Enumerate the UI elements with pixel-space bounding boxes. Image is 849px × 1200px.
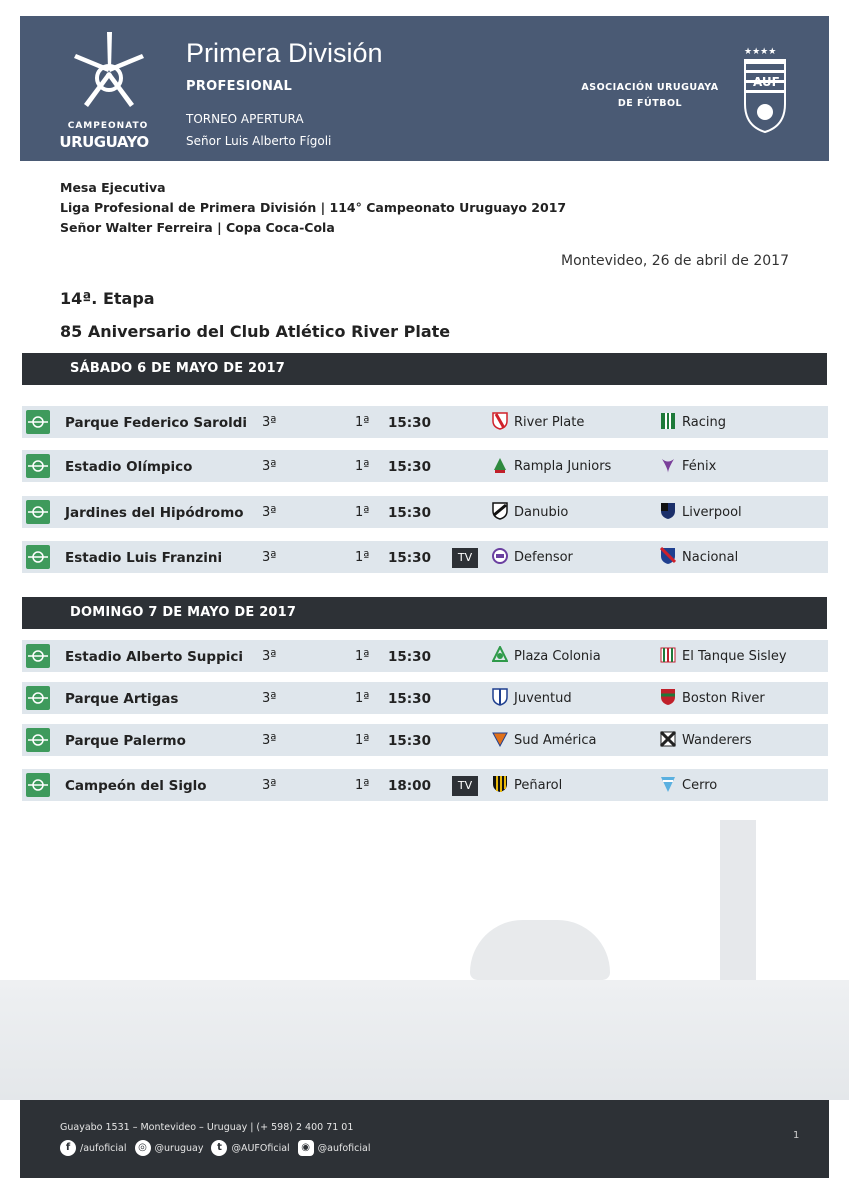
home-team-name: Juventud — [514, 691, 572, 706]
match-venue: Parque Palermo — [65, 733, 186, 749]
match-time: 15:30 — [388, 505, 431, 521]
day-header-sunday: DOMINGO 7 DE MAYO DE 2017 — [22, 597, 827, 629]
match-venue: Estadio Luis Franzini — [65, 550, 223, 566]
etapa-title: 14ª. Etapa — [60, 289, 155, 308]
page-title: Primera División — [186, 38, 383, 68]
away-team — [660, 406, 726, 440]
home-team — [492, 640, 601, 674]
penarol-badge-icon — [492, 775, 508, 793]
river-plate-badge-icon — [492, 412, 508, 430]
away-team-name: Liverpool — [682, 505, 742, 520]
away-team-name: Wanderers — [682, 733, 752, 748]
field-icon — [26, 410, 50, 434]
day-header-saturday: SÁBADO 6 DE MAYO DE 2017 — [22, 353, 827, 385]
instagram-alt-icon: ◎ — [135, 1140, 151, 1156]
match-division-3: 3ª — [262, 550, 277, 565]
match-division-1: 1ª — [355, 778, 370, 793]
home-team — [492, 406, 584, 440]
logo-line2: URUGUAYO — [59, 133, 149, 151]
intro-line2: Liga Profesional de Primera División | 114° Campeonato Uruguayo 2017 — [60, 200, 567, 215]
away-team — [660, 724, 752, 758]
home-team — [492, 450, 611, 484]
away-team — [660, 682, 765, 716]
page-number: 1 — [793, 1130, 800, 1141]
match-division-3: 3ª — [262, 459, 277, 474]
field-icon — [26, 644, 50, 668]
torneo-name: TORNEO APERTURA — [186, 112, 304, 126]
home-team — [492, 496, 568, 530]
auf-name-line1: ASOCIACIÓN URUGUAYA — [581, 82, 719, 93]
facebook-handle: /aufoficial — [80, 1142, 127, 1154]
match-time: 18:00 — [388, 778, 431, 794]
match-time: 15:30 — [388, 691, 431, 707]
away-team — [660, 769, 717, 803]
away-team-name: El Tanque Sisley — [682, 649, 787, 664]
field-icon — [26, 500, 50, 524]
field-icon — [26, 728, 50, 752]
footer-address: Guayabo 1531 – Montevideo – Uruguay | (+ 598) 2 400 71 01 — [60, 1122, 354, 1133]
auf-crest-text: AUF — [753, 75, 780, 89]
match-division-3: 3ª — [262, 778, 277, 793]
match-division-1: 1ª — [355, 733, 370, 748]
star-logo-icon — [74, 32, 144, 112]
match-division-1: 1ª — [355, 691, 370, 706]
match-division-3: 3ª — [262, 691, 277, 706]
liverpool-badge-icon — [660, 502, 676, 520]
away-team-name: Fénix — [682, 459, 717, 474]
home-team-name: Defensor — [514, 550, 573, 565]
match-row — [22, 769, 828, 801]
campeonato-uruguayo-logo — [54, 32, 154, 152]
instagram-icon: ◉ — [298, 1140, 314, 1156]
intro-line1: Mesa Ejecutiva — [60, 180, 166, 195]
match-time: 15:30 — [388, 733, 431, 749]
facebook-link[interactable] — [60, 1140, 127, 1156]
home-team-name: Sud América — [514, 733, 597, 748]
danubio-badge-icon — [492, 502, 508, 520]
wanderers-badge-icon — [660, 730, 676, 748]
boston-river-badge-icon — [660, 688, 676, 706]
page-subtitle: PROFESIONAL — [186, 79, 293, 94]
auf-crest-icon — [740, 44, 790, 134]
home-team-name: Plaza Colonia — [514, 649, 601, 664]
home-team-name: Peñarol — [514, 778, 563, 793]
nacional-badge-icon — [660, 547, 676, 565]
match-row — [22, 682, 828, 714]
svg-text:★★★★: ★★★★ — [744, 47, 777, 57]
match-venue: Campeón del Siglo — [65, 778, 207, 794]
home-team-name: Rampla Juniors — [514, 459, 612, 474]
date-place: Montevideo, 26 de abril de 2017 — [560, 253, 789, 269]
facebook-icon: f — [60, 1140, 76, 1156]
match-division-1: 1ª — [355, 505, 370, 520]
away-team-name: Boston River — [682, 691, 765, 706]
footer-social — [60, 1140, 370, 1156]
match-row — [22, 541, 828, 573]
match-division-3: 3ª — [262, 649, 277, 664]
match-division-1: 1ª — [355, 550, 370, 565]
match-division-3: 3ª — [262, 733, 277, 748]
fenix-badge-icon — [660, 456, 676, 474]
match-row — [22, 640, 828, 672]
field-icon — [26, 686, 50, 710]
match-time: 15:30 — [388, 415, 431, 431]
away-team — [660, 541, 738, 575]
home-team — [492, 769, 562, 803]
home-team-name: Danubio — [514, 505, 569, 520]
social-link-uruguay[interactable] — [135, 1140, 204, 1156]
instagram-handle: @aufoficial — [317, 1142, 371, 1154]
logo-line1: CAMPEONATO — [67, 121, 149, 131]
away-team-name: Racing — [682, 415, 726, 430]
trophy-name: Señor Luis Alberto Fígoli — [186, 134, 332, 148]
tree-silhouette — [470, 920, 610, 980]
match-division-1: 1ª — [355, 459, 370, 474]
page-footer — [20, 1100, 829, 1178]
match-venue: Parque Federico Saroldi — [65, 415, 248, 431]
match-row — [22, 496, 828, 528]
home-team — [492, 724, 597, 758]
el-tanque-sisley-badge-icon — [660, 646, 676, 664]
twitter-link[interactable] — [211, 1140, 289, 1156]
match-division-3: 3ª — [262, 415, 277, 430]
match-venue: Parque Artigas — [65, 691, 179, 707]
match-row — [22, 724, 828, 756]
twitter-handle: @AUFOficial — [231, 1142, 290, 1154]
racing-badge-icon — [660, 412, 676, 430]
rampla-juniors-badge-icon — [492, 456, 508, 474]
match-division-1: 1ª — [355, 415, 370, 430]
plaza-colonia-badge-icon — [492, 646, 508, 664]
home-team — [492, 541, 573, 575]
away-team — [660, 640, 787, 674]
tv-badge: TV — [452, 548, 478, 568]
away-team-name: Nacional — [682, 550, 739, 565]
tv-badge: TV — [452, 776, 478, 796]
page-header — [20, 16, 829, 161]
match-venue: Estadio Alberto Suppici — [65, 649, 243, 665]
match-time: 15:30 — [388, 550, 431, 566]
match-division-1: 1ª — [355, 649, 370, 664]
aniversario-title: 85 Aniversario del Club Atlético River Plate — [60, 322, 451, 341]
auf-name — [570, 80, 730, 112]
defensor-badge-icon — [492, 547, 508, 565]
uruguay-handle: @uruguay — [154, 1142, 204, 1154]
home-team-name: River Plate — [514, 415, 585, 430]
home-team — [492, 682, 572, 716]
field-icon — [26, 454, 50, 478]
match-venue: Estadio Olímpico — [65, 459, 193, 475]
auf-name-line2: DE FÚTBOL — [617, 98, 683, 109]
cerro-badge-icon — [660, 775, 676, 793]
match-time: 15:30 — [388, 459, 431, 475]
sud-america-badge-icon — [492, 730, 508, 748]
match-division-3: 3ª — [262, 505, 277, 520]
away-team-name: Cerro — [682, 778, 718, 793]
background-stadium-photo — [0, 820, 849, 1100]
twitter-icon: t — [211, 1140, 227, 1156]
match-row — [22, 450, 828, 482]
juventud-badge-icon — [492, 688, 508, 706]
match-time: 15:30 — [388, 649, 431, 665]
match-venue: Jardines del Hipódromo — [65, 505, 244, 521]
field-icon — [26, 545, 50, 569]
intro-line3: Señor Walter Ferreira | Copa Coca-Cola — [60, 220, 335, 235]
away-team — [660, 496, 742, 530]
stadium-field — [0, 980, 849, 1100]
match-row — [22, 406, 828, 438]
away-team — [660, 450, 716, 484]
intro-block — [60, 178, 566, 238]
instagram-link[interactable] — [298, 1140, 371, 1156]
field-icon — [26, 773, 50, 797]
